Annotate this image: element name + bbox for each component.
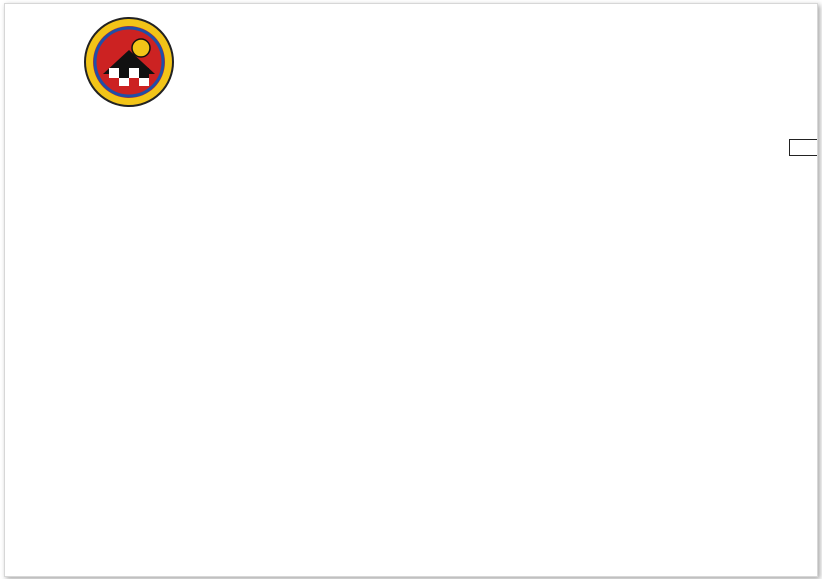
table-grid <box>5 4 817 576</box>
standings-sheet <box>4 3 818 577</box>
